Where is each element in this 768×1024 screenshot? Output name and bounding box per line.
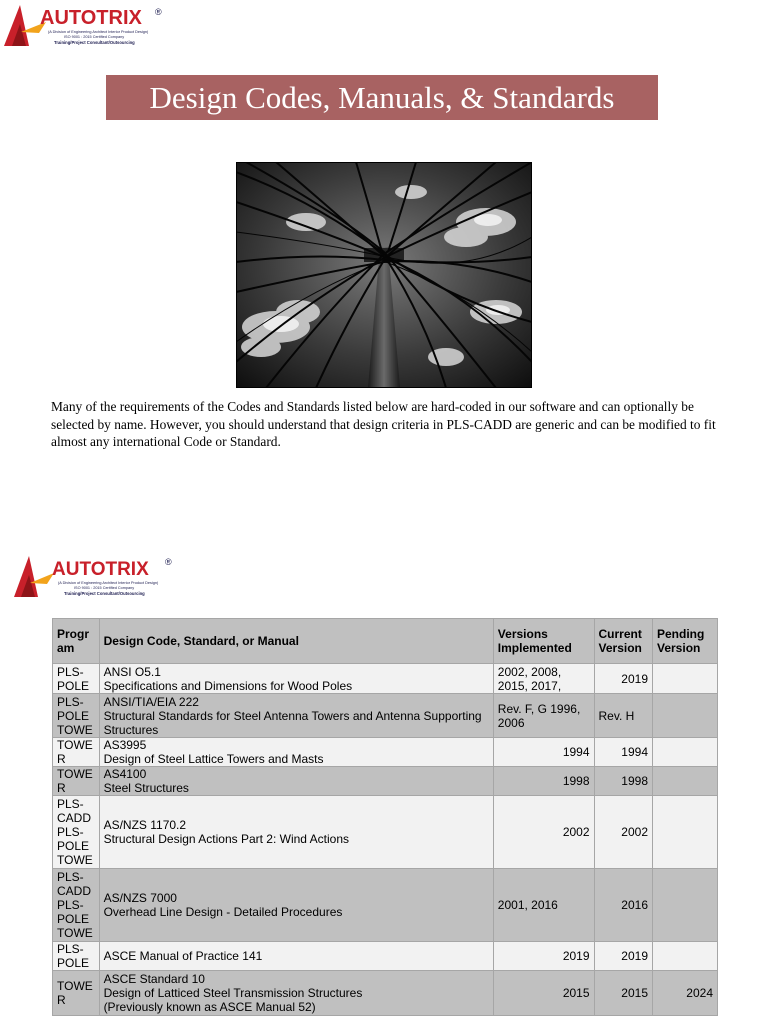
cell-versions: 2002, 2008, 2015, 2017, [493,664,594,694]
cell-program: PLS- POLE [53,664,100,694]
cell-design-code: ANSI/TIA/EIA 222 Structural Standards for Steel Antenna Towers and Antenna Supporting Structures [99,694,493,738]
page-title: Design Codes, Manuals, & Standards [149,79,615,115]
cell-pending [653,694,718,738]
cell-versions: 2015 [493,971,594,1016]
cell-current: 2002 [594,796,652,869]
cell-pending [653,796,718,869]
title-band [106,75,658,120]
table-row [53,694,718,738]
cell-versions: 2002 [493,796,594,869]
design-codes-table [52,618,718,1016]
cell-program: TOWE R [53,738,100,767]
cell-versions: 1994 [493,738,594,767]
cell-design-code: ANSI O5.1 Specifications and Dimensions for Wood Poles [99,664,493,694]
cell-current: 1998 [594,767,652,796]
header-design-code: Design Code, Standard, or Manual [99,619,493,664]
autotrix-logo [2,2,174,50]
cell-pending [653,767,718,796]
table-header-row [53,619,718,664]
cell-program: PLS- POLE TOWE [53,694,100,738]
cell-current: 2015 [594,971,652,1016]
cell-design-code: AS4100 Steel Structures [99,767,493,796]
table-row [53,767,718,796]
header-versions-implemented: Versions Implemented [493,619,594,664]
logo-brand: AUTOTRIX [40,7,142,29]
logo-registered: ® [165,557,172,567]
logo-tagline-3: Training/Project Consultant/Outsourcing [64,591,145,596]
cell-program: PLS- CADD PLS- POLE TOWE [53,796,100,869]
table-row [53,796,718,869]
cell-program: PLS- POLE [53,942,100,971]
cell-current: 2019 [594,942,652,971]
cell-pending [653,664,718,694]
logo-tagline-2: ISO 9001 : 2015 Certified Company [74,586,135,590]
cell-current: Rev. H [594,694,652,738]
cell-program: PLS- CADD PLS- POLE TOWE [53,869,100,942]
cell-pending [653,738,718,767]
cell-design-code: ASCE Standard 10 Design of Latticed Steel Transmission Structures (Previously known as ASCE Manual 52) [99,971,493,1016]
cell-design-code: AS3995 Design of Steel Lattice Towers and Masts [99,738,493,767]
cell-current: 1994 [594,738,652,767]
cell-current: 2019 [594,664,652,694]
logo-tagline-1: (A Division of Engineering Architect Interior Product Design) [58,581,159,585]
cell-versions: 2001, 2016 [493,869,594,942]
table-row [53,664,718,694]
utility-pole-photo [236,162,532,388]
cell-pending [653,869,718,942]
table-row [53,738,718,767]
header-current-version: Current Version [594,619,652,664]
cell-program: TOWE R [53,767,100,796]
cell-current: 2016 [594,869,652,942]
cell-versions: 1998 [493,767,594,796]
cell-pending: 2024 [653,971,718,1016]
cell-versions: 2019 [493,942,594,971]
cell-versions: Rev. F, G 1996, 2006 [493,694,594,738]
cell-program: TOWE R [53,971,100,1016]
cell-design-code: AS/NZS 1170.2 Structural Design Actions Part 2: Wind Actions [99,796,493,869]
table-row [53,869,718,942]
logo-tagline-2: ISO 9001 : 2015 Certified Company [64,35,125,39]
header-program: Program [53,619,100,664]
logo-registered: ® [155,7,162,17]
logo-brand: AUTOTRIX [52,559,149,580]
cell-design-code: AS/NZS 7000 Overhead Line Design - Detailed Procedures [99,869,493,942]
header-pending-version: Pending Version [653,619,718,664]
table-row [53,971,718,1016]
logo-tagline-1: (A Division of Engineering Architect Interior Product Design) [48,30,149,34]
cell-pending [653,942,718,971]
logo-tagline-3: Training/Project Consultant/Outsourcing [54,40,135,45]
table-row [53,942,718,971]
intro-paragraph: Many of the requirements of the Codes and Standards listed below are hard-coded in our software and can optionally be selected by name. However, you should understand that design criteria in PLS-CADD are generic and can be modified to fit almost any international Code or Standard. [51,399,716,449]
autotrix-logo-secondary [12,553,182,601]
cell-design-code: ASCE Manual of Practice 141 [99,942,493,971]
